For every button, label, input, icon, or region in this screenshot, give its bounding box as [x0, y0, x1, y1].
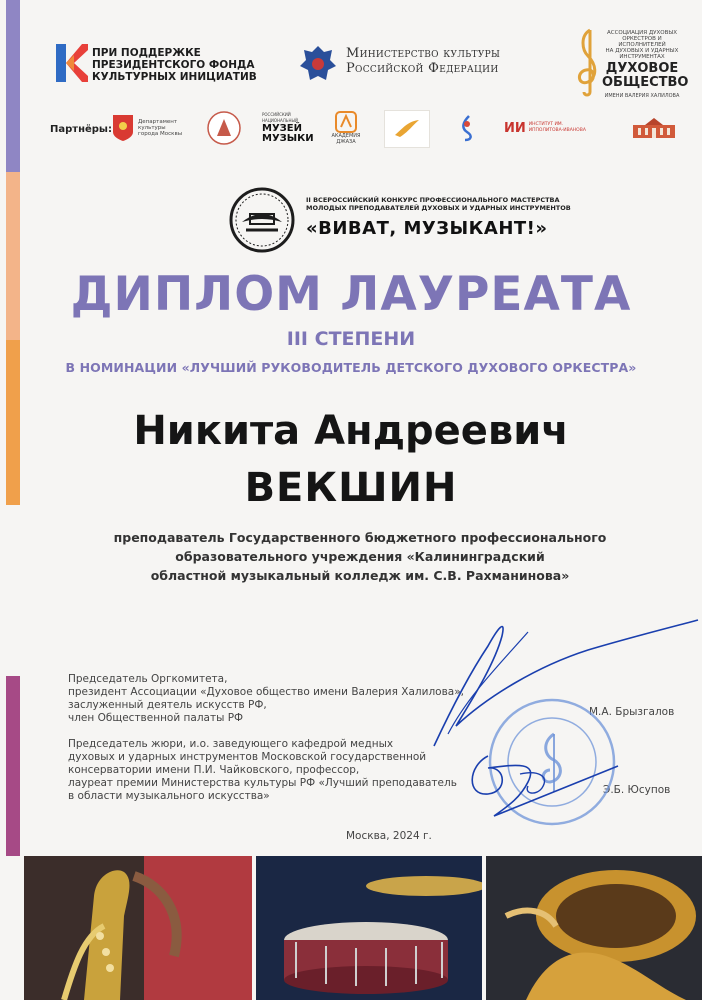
partner-academy: АКАДЕМИЯ ДЖАЗА	[326, 110, 366, 146]
partner-moscow: Департамент культуры города Москвы	[112, 110, 192, 146]
treble-clef-logo-icon	[574, 26, 604, 102]
chair-name: М.А. Брызгалов	[589, 706, 675, 718]
association-text: АССОЦИАЦИЯ ДУХОВЫХ ОРКЕСТРОВ И ИСПОЛНИТЕЛЕЙ НА ДУХОВЫХ И УДАРНЫХ ИНСТРУМЕНТАХ ДУХОВОЕ ОБЩЕСТВО ИМЕНИ ВАЛЕРИЯ ХАЛИЛОВА	[602, 30, 689, 99]
bird-icon	[392, 117, 422, 141]
partner-note-logo	[452, 110, 482, 146]
stripe-magenta	[6, 676, 20, 856]
contest-emblem-icon	[228, 186, 296, 258]
recipient-description: преподаватель Государственного бюджетного профессионального образовательного учреждения «Калининградский областной музыкальный колледж им. С.В. Рахманинова»	[113, 530, 607, 583]
recipient-surname: ВЕКШИН	[244, 465, 458, 511]
fund-text: ПРИ ПОДДЕРЖКЕ ПРЕЗИДЕНТСКОГО ФОНДА КУЛЬТУРНЫХ ИНИЦИАТИВ	[92, 47, 257, 83]
academy-jazz-icon	[335, 111, 357, 133]
drum-photo	[256, 856, 482, 1000]
partner-bird-logo	[384, 110, 430, 148]
stripe-purple	[6, 0, 20, 172]
jury-signature	[458, 746, 628, 826]
moscow-emblem-icon	[112, 114, 134, 142]
jury-name: Э.Б. Юсупов	[603, 784, 671, 796]
partner-institute: ИИ ИНСТИТУТ ИМ. ИППОЛИТОВА-ИВАНОВА	[504, 120, 586, 136]
contest-title: II ВСЕРОССИЙСКИЙ КОНКУРС ПРОФЕССИОНАЛЬНОГО МАСТЕРСТВА МОЛОДЫХ ПРЕПОДАВАТЕЛЕЙ ДУХОВЫХ И УДАРНЫХ ИНСТРУМЕНТОВ «ВИВАТ, МУЗЫКАНТ!»	[306, 196, 571, 239]
diploma-degree: III СТЕПЕНИ	[286, 328, 416, 350]
diploma-title: ДИПЛОМ ЛАУРЕАТА	[70, 267, 632, 322]
ministry-text: Министерство культуры Российской Федерации	[346, 46, 501, 76]
saxophone-photo	[24, 856, 252, 1000]
jury-title: Председатель жюри, и.о. заведующего кафедрой медных духовых и ударных инструментов Московской государственной консерватории имени П.И. Чайковского, профессор, лауреат премии Министерства культуры РФ «Лучший преподаватель в области музыкального искусства»	[68, 738, 457, 802]
fund-logo	[52, 42, 88, 88]
chair-signature	[428, 606, 702, 760]
ministry-emblem-icon	[298, 42, 338, 88]
nomination: В НОМИНАЦИИ «ЛУЧШИЙ РУКОВОДИТЕЛЬ ДЕТСКОГО ДУХОВОГО ОРКЕСТРА»	[65, 360, 637, 375]
partner-round-emblem	[204, 110, 244, 146]
partner-building-logo	[624, 110, 684, 146]
partner-museum: РОССИЙСКИЙ НАЦИОНАЛЬНЫЙ МУЗЕЙ МУЗЫКИ	[262, 112, 314, 144]
partners-label: Партнёры:	[50, 124, 112, 135]
music-note-icon	[457, 114, 477, 142]
place-date: Москва, 2024 г.	[346, 830, 432, 842]
recipient-name: Никита Андреевич	[133, 408, 569, 454]
chair-title: Председатель Оргкомитета, президент Ассоциации «Духовое общество имени Валерия Халилова», заслуженный деятель искусств РФ, член Общественной палаты РФ	[68, 673, 464, 724]
round-emblem-icon	[206, 110, 242, 146]
building-icon	[631, 117, 677, 139]
brass-photo	[486, 856, 702, 1000]
